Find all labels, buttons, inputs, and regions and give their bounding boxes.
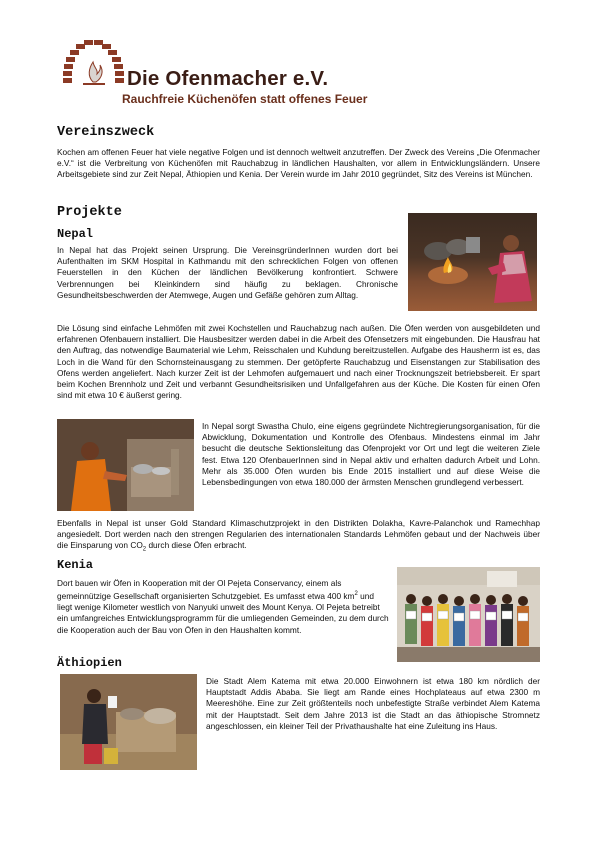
- subheading-nepal: Nepal: [57, 227, 94, 241]
- nepal-stove-photo: [57, 419, 194, 511]
- oven-arch-logo-icon: [61, 38, 127, 90]
- nepal-paragraph-3: In Nepal sorgt Swastha Chulo, eine eigens gegründete Nichtregierungsorganisation, für die Abwicklung, Dokumentation und Kontrolle des Ofenbaus. Mindestens einmal im Jahr besucht die deutsche Sektionsleitung das Ofenprojekt vor Ort und legt die weiteren Ziele fest. Etwa 120 OfenbauerInnen sind in Nepal aktiv und erhalten dadurch Arbeit und Lohn. Mehr als 35.000 Öfen wurden bis Ende 2015 installiert und auf diese Weise die Lebensbedingungen von etwa 180.000 der ärmsten Menschen grundlegend verbessert.: [202, 421, 540, 488]
- logo-subtitle: Rauchfreie Küchenöfen statt offenes Feuer: [122, 92, 368, 106]
- km2-superscript: 2: [354, 591, 358, 598]
- aethiopien-stove-photo: [60, 674, 197, 770]
- kenia-text-a: Dort bauen wir Öfen in Kooperation mit der Ol Pejeta Conservancy, einem als gemeinnützige Gesellschaft organisierten Schutzgebiet. Es umfasst etwa 400 km: [57, 578, 355, 601]
- kenia-text: [57, 578, 389, 636]
- kenia-text-b: und liegt wenige Kilometer westlich von Nanyuki unweit des Mount Kenya. Ol Pejeta betreibt ein umfangreiches Entwicklungsprogramm für die umliegenden Gemeinden, zu dem durch die Kooperation auch der Bau von Öfen in den Haushalten kommt.: [57, 590, 389, 635]
- co2-subscript: 2: [142, 547, 147, 554]
- subheading-kenia: Kenia: [57, 558, 94, 572]
- nepal-kitchen-photo: [408, 213, 537, 311]
- logo: [55, 38, 368, 110]
- aethiopien-text: Die Stadt Alem Katema mit etwa 20.000 Einwohnern ist etwa 180 km nördlich der Hauptstadt Addis Ababa. Sie liegt am Rande eines Hochplateaus auf etwa 2300 m Meereshöhe. Eine zur Zeit größtenteils noch unbefestigte Straße verbindet Alem Katema mit der Hauptstadt. Seit dem Jahre 2013 ist die Stadt an das äthiopische Stromnetz angeschlossen, ein kleiner Teil der Privathaushalte hat eine Zuleitung ins Haus.: [206, 676, 540, 731]
- nepal-paragraph-4-text-a: Ebenfalls in Nepal ist unser Gold Standard Klimaschutzprojekt in den Distrikten Dolakha, Kavre-Palanchok und Ramechhap angesiedelt. Dort werden nach den strengen Regularien des internationalen Standards Lehmöfen gebaut und der Nachweis über die Einsparung von CO: [57, 518, 540, 551]
- subheading-aethiopien: Äthiopien: [57, 656, 122, 670]
- vereinszweck-text: Kochen am offenen Feuer hat viele negative Folgen und ist dennoch weltweit anzutreffen. Der Zweck des Vereins „Die Ofenmacher e.V.“ ist die Verbreitung von Küchenöfen mit Rauchabzug in ländlichen Haushalten, vor allem in Entwicklungsländern. Unsere Arbeitsgebiete sind zur Zeit Nepal, Äthiopien und Kenia. Der Verein wurde im Jahr 2010 gegründet, Sitz des Vereins ist München.: [57, 147, 540, 180]
- logo-title: Die Ofenmacher e.V.: [127, 67, 329, 90]
- nepal-paragraph-4-text-b: durch diese Öfen erbracht.: [146, 540, 247, 551]
- section-heading-projekte: Projekte: [57, 205, 122, 220]
- nepal-paragraph-2: Die Lösung sind einfache Lehmöfen mit zwei Kochstellen und Rauchabzug nach außen. Die Öfen werden von ausgebildeten und erfahrenen Ofenbauern installiert. Die Hausbesitzer werden dabei in die Arbeit des Ofensetzers mit eingebunden. Die Hausfrau hat den Auftrag, das notwendige Baumaterial wie Lehm, Reisschalen und Kuhdung bereitzustellen. Aufgabe des Hausherrn ist es, das Loch in die Wand für den Schornsteinausgang zu stemmen. Der getöpferte Rauchabzug und Eisenstangen zur Stabilisation des Ofens werden angeliefert. Nach kurzer Zeit ist der Lehmofen aufgemauert und nach einer Trocknungszeit betriebsbereit. Er spart beim Kochen Brennholz und Zeit und verbannt Gesundheitsrisiken und Unfallgefahren aus der Küche. Die Kosten für einen Ofen sind mit etwa 10 € äußerst gering.: [57, 323, 540, 401]
- nepal-paragraph-1: In Nepal hat das Projekt seinen Ursprung. Die VereinsgründerInnen wurden dort bei Aufenthalten im SKM Hospital in Kathmandu mit den schrecklichen Folgen von offenen Feuerstellen in den Küchen der ländlichen Bevölkerung konfrontiert. Schwere Verbrennungen bei Kleinkindern sind häufig zu beklagen. Chronische Gesundheitsbeschwerden der Atemwege, Augen und Gefäße gehören zum Alltag.: [57, 245, 398, 300]
- section-heading-vereinszweck: Vereinszweck: [57, 125, 155, 140]
- kenia-group-photo: [397, 567, 540, 662]
- nepal-paragraph-4: [57, 518, 540, 556]
